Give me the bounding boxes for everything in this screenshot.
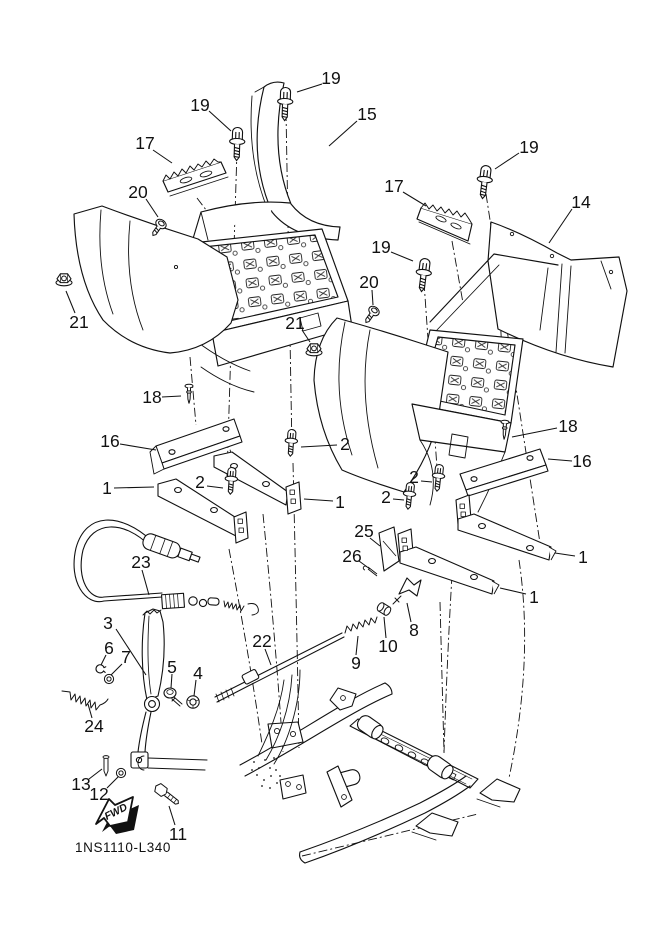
callout-leader-11 [169,806,175,825]
callout-label-2: 2 [340,434,350,454]
callout-label-15: 15 [357,104,377,124]
callout-label-20: 20 [359,272,379,292]
callout-leader-2 [207,486,223,488]
callout-leader-1 [555,553,575,556]
callout-leader-16 [548,459,572,461]
callout-label-7: 7 [121,647,131,667]
callout-leader-19 [391,252,413,261]
callout-label-21: 21 [285,313,305,333]
callout-leader-19 [297,84,322,92]
callout-label-9: 9 [351,653,361,673]
callout-leader-17 [153,150,172,163]
callout-leader-2 [421,481,432,482]
callout-label-3: 3 [103,613,113,633]
callout-leader-1 [114,487,154,488]
callout-label-16: 16 [572,451,592,471]
callout-label-19: 19 [190,95,210,115]
callout-label-2: 2 [381,487,391,507]
callout-label-23: 23 [131,552,151,572]
callout-leader-10 [384,617,386,638]
callout-label-17: 17 [135,133,155,153]
fwd-label: FWD [102,801,130,823]
callout-label-1: 1 [102,478,112,498]
callout-label-10: 10 [378,636,398,656]
callout-leader-18 [512,428,557,437]
callout-label-14: 14 [571,192,591,212]
callout-label-1: 1 [529,587,539,607]
callout-label-2: 2 [409,467,419,487]
callout-leader-13 [89,769,102,779]
callout-leader-1 [500,588,526,594]
callout-label-18: 18 [558,416,578,436]
callout-label-19: 19 [371,237,391,257]
callout-label-2: 2 [195,472,205,492]
callout-label-17: 17 [384,176,404,196]
callout-label-6: 6 [104,638,114,658]
callout-label-26: 26 [342,546,362,566]
callout-leader-23 [142,570,149,595]
callout-label-8: 8 [409,620,419,640]
callout-leader-19 [209,111,231,131]
callout-label-19: 19 [321,68,341,88]
callout-leader-21 [66,291,75,313]
callout-leader-1 [304,499,333,501]
callout-label-12: 12 [89,784,109,804]
callout-leader-19 [495,153,519,169]
callout-leader-22 [265,649,271,665]
callout-label-24: 24 [84,716,104,736]
callout-label-13: 13 [71,774,91,794]
callout-leader-15 [329,121,357,146]
callout-label-11: 11 [168,824,188,844]
callout-label-1: 1 [335,492,345,512]
callout-label-4: 4 [193,663,203,683]
callout-label-5: 5 [167,657,177,677]
callout-leader-16 [120,444,156,450]
callout-leader-18 [162,396,181,397]
diagram-code: 1NS1110-L340 [75,840,172,855]
callout-label-22: 22 [252,631,272,651]
callout-label-25: 25 [354,521,374,541]
callout-leader-2 [393,499,404,500]
callout-leader-14 [549,209,572,243]
callout-leader-20 [372,290,373,305]
callout-label-1: 1 [578,547,588,567]
callout-leader-20 [146,199,158,217]
callout-leader-2 [301,445,337,447]
callout-label-21: 21 [69,312,89,332]
callout-leader-17 [403,192,426,206]
callout-label-20: 20 [128,182,148,202]
callout-label-16: 16 [100,431,120,451]
callout-label-18: 18 [142,387,162,407]
callout-label-19: 19 [519,137,539,157]
